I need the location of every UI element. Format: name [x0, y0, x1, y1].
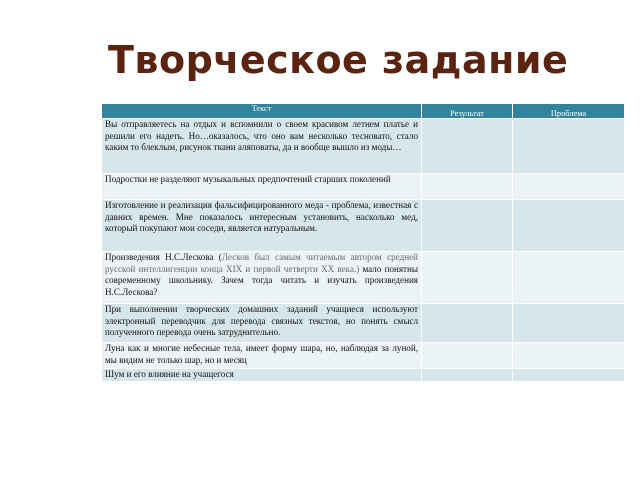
row-result-cell[interactable]: [422, 304, 513, 343]
table-row: [102, 200, 625, 252]
row-result-cell[interactable]: [422, 343, 513, 369]
header-result: Результат: [422, 104, 513, 119]
row-text-end: мало понятны современному школьнику. Зачем тогда читать и изучать произведения Н.С.Лескова?: [105, 263, 418, 297]
row-text: Луна как и многие небесные тела, имеет форму шара, но, наблюдая за луной, мы видим не только шар, но и месяц: [102, 343, 422, 369]
table-header-row: [102, 104, 625, 119]
header-text: Текст: [102, 104, 422, 119]
row-text-note: Лесков был самым читаемым автором средней русской интеллигенции конца XIX и первой четверти XX века.): [105, 252, 418, 274]
row-problem-cell[interactable]: [513, 369, 625, 382]
row-result-cell[interactable]: [422, 200, 513, 252]
row-problem-cell[interactable]: [513, 252, 625, 304]
row-text: Вы отправляетесь на отдых и вспомнили о своем красивом летнем платье и решили его надеть. Но…оказалось, что оно вам несколько тесновато, стало каким то блеклым, рисунок ткани аляповаты, да и вообще вышло из моды…: [102, 119, 422, 174]
row-problem-cell[interactable]: [513, 304, 625, 343]
table-row: [102, 369, 625, 382]
row-problem-cell[interactable]: [513, 119, 625, 174]
table-row: [102, 119, 625, 174]
table-row: [102, 304, 625, 343]
row-problem-cell[interactable]: [513, 174, 625, 200]
slide-title: Творческое задание: [108, 38, 569, 82]
table-row: [102, 343, 625, 369]
row-result-cell[interactable]: [422, 369, 513, 382]
row-problem-cell[interactable]: [513, 343, 625, 369]
task-table: [101, 103, 625, 382]
row-text: При выполнении творческих домашних заданий учащиеся используют электронный переводчик для перевода связных текстов, но понять смысл полученного перевода очень затруднительно.: [102, 304, 422, 343]
row-text: [102, 252, 422, 304]
row-problem-cell[interactable]: [513, 200, 625, 252]
row-text: Подростки не разделяют музыкальных предпочтений старших поколений: [102, 174, 422, 200]
row-result-cell[interactable]: [422, 174, 513, 200]
header-problem: Проблема: [513, 104, 625, 119]
row-text: Изготовление и реализация фальсифицированного меда - проблема, известная с давних времен. Мне показалось интересным установить, насколько мед, который покупают мои соседи, является натуральным.: [102, 200, 422, 252]
table-row: [102, 252, 625, 304]
row-text: Шум и его влияние на учащегося: [102, 369, 422, 382]
row-text-start: Произведения Н.С.Лескова (: [105, 252, 222, 262]
row-result-cell[interactable]: [422, 119, 513, 174]
table-row: [102, 174, 625, 200]
row-result-cell[interactable]: [422, 252, 513, 304]
